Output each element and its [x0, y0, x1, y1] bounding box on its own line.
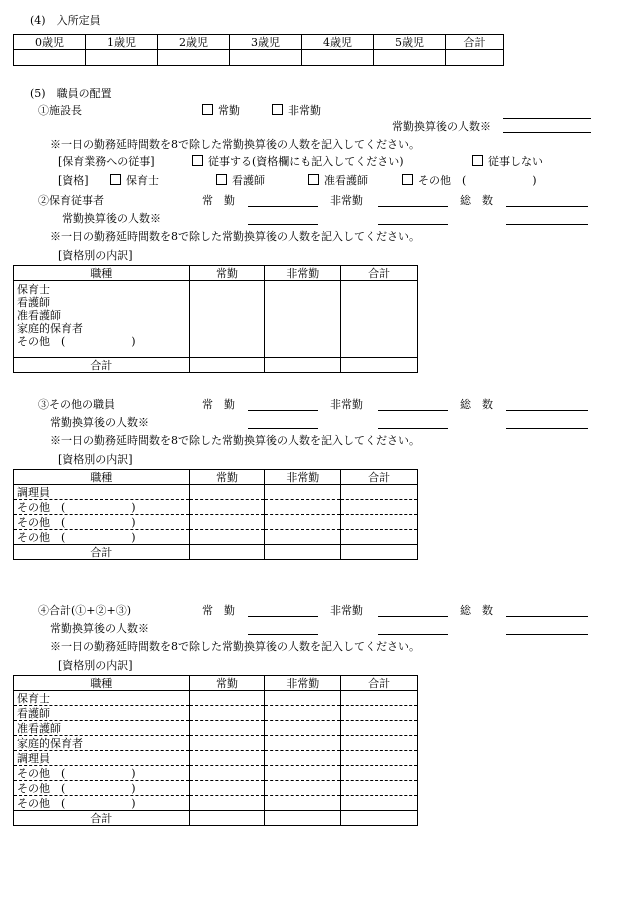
full-cell[interactable] — [189, 706, 265, 721]
grand-total-label: 総 数 — [460, 604, 493, 617]
total-cell[interactable] — [341, 515, 418, 530]
grand-breakdown-label: [資格別の内訳] — [58, 659, 133, 672]
checkbox-icon[interactable] — [472, 155, 483, 166]
sum-total-cell[interactable] — [341, 358, 418, 373]
other-breakdown-table — [13, 469, 418, 560]
grand-part-label: 非常勤 — [330, 604, 363, 617]
table-row — [14, 706, 418, 721]
duty-no-option[interactable]: 従事しない — [472, 155, 543, 169]
qual-option-nurse[interactable]: 看護師 — [216, 174, 265, 188]
table-row — [14, 781, 418, 796]
job-label: その他 ( ) — [14, 500, 190, 515]
capacity-cell[interactable] — [230, 50, 302, 66]
job-label: その他 ( ) — [14, 796, 190, 811]
sum-label: 合計 — [14, 358, 190, 373]
qual-option-assoc-nurse[interactable]: 准看護師 — [308, 174, 368, 188]
job-label: 准看護師 — [17, 309, 61, 322]
full-cell[interactable] — [189, 736, 265, 751]
table-row — [14, 796, 418, 811]
childcare-conv-full-field[interactable] — [248, 224, 318, 225]
sum-part-cell[interactable] — [265, 545, 341, 560]
job-label: 看護師 — [14, 706, 190, 721]
part-cell[interactable] — [265, 691, 341, 706]
total-cell[interactable] — [341, 706, 418, 721]
childcare-full-field[interactable] — [248, 206, 318, 207]
sum-label: 合計 — [14, 545, 190, 560]
other-label: ③その他の職員 — [38, 398, 115, 411]
job-label: その他 ( ) — [14, 766, 190, 781]
header-total: 合計 — [341, 676, 418, 691]
other-note: ※一日の勤務延時間数を8で除した常勤換算後の人数を記入してください。 — [50, 434, 420, 447]
job-label: その他 ( ) — [14, 781, 190, 796]
grand-full-field[interactable] — [248, 616, 318, 617]
capacity-cell[interactable] — [446, 50, 504, 66]
capacity-cell[interactable] — [86, 50, 158, 66]
capacity-col-3: 3歳児 — [230, 35, 302, 50]
full-cell[interactable] — [189, 766, 265, 781]
checkbox-icon[interactable] — [110, 174, 121, 185]
director-conv-field[interactable] — [503, 132, 591, 133]
sum-full-cell[interactable] — [189, 358, 265, 373]
table-row — [14, 281, 418, 358]
sum-total-cell[interactable] — [341, 545, 418, 560]
full-cell[interactable] — [189, 281, 265, 358]
header-part: 非常勤 — [265, 470, 341, 485]
table-row — [14, 766, 418, 781]
header-job: 職種 — [14, 266, 190, 281]
grand-conv-total-field[interactable] — [506, 634, 588, 635]
grand-total-field[interactable] — [506, 616, 588, 617]
job-label: 保育士 — [17, 283, 50, 296]
full-cell[interactable] — [189, 515, 265, 530]
table-header-row — [14, 470, 418, 485]
checkbox-icon[interactable] — [272, 104, 283, 115]
full-cell[interactable] — [189, 796, 265, 811]
table-row — [14, 500, 418, 515]
job-label: 家庭的保育者 — [14, 736, 190, 751]
full-cell[interactable] — [189, 721, 265, 736]
capacity-col-1: 1歳児 — [86, 35, 158, 50]
capacity-col-total: 合計 — [446, 35, 504, 50]
capacity-col-2: 2歳児 — [158, 35, 230, 50]
part-cell[interactable] — [265, 500, 341, 515]
table-row — [14, 721, 418, 736]
qual-option-hoikushi[interactable]: 保育士 — [110, 174, 159, 188]
header-full: 常勤 — [189, 676, 265, 691]
checkbox-icon[interactable] — [192, 155, 203, 166]
grand-conv-part-field[interactable] — [378, 634, 448, 635]
part-cell[interactable] — [265, 485, 341, 500]
director-label: ①施設長 — [38, 104, 82, 117]
job-label: 家庭的保育者 — [17, 322, 83, 335]
grand-note: ※一日の勤務延時間数を8で除した常勤換算後の人数を記入してください。 — [50, 640, 420, 653]
total-cell[interactable] — [341, 766, 418, 781]
grand-conv-full-field[interactable] — [248, 634, 318, 635]
part-cell[interactable] — [265, 281, 341, 358]
other-full-label: 常 勤 — [202, 398, 235, 411]
childcare-breakdown-label: [資格別の内訳] — [58, 249, 133, 262]
part-cell[interactable] — [265, 781, 341, 796]
full-cell[interactable] — [189, 751, 265, 766]
table-row — [14, 736, 418, 751]
header-full: 常勤 — [189, 470, 265, 485]
sum-label: 合計 — [14, 811, 190, 826]
director-conv-label: 常勤換算後の人数※ — [392, 120, 491, 133]
director-qual-label: [資格] — [58, 174, 89, 187]
table-row — [14, 530, 418, 545]
sum-row — [14, 811, 418, 826]
grand-conv-label: 常勤換算後の人数※ — [50, 622, 149, 635]
header-job: 職種 — [14, 676, 190, 691]
other-conv-full-field[interactable] — [248, 428, 318, 429]
full-cell[interactable] — [189, 530, 265, 545]
sum-full-cell[interactable] — [189, 545, 265, 560]
childcare-conv-part-field[interactable] — [378, 224, 448, 225]
job-list — [14, 281, 190, 358]
childcare-breakdown-table — [13, 265, 418, 373]
section-5-title: (5) 職員の配置 — [30, 87, 112, 100]
table-row — [14, 751, 418, 766]
sum-row — [14, 358, 418, 373]
job-label: その他 ( ) — [17, 335, 136, 348]
total-cell[interactable] — [341, 751, 418, 766]
other-total-field[interactable] — [506, 410, 588, 411]
part-cell[interactable] — [265, 751, 341, 766]
header-part: 非常勤 — [265, 266, 341, 281]
table-row — [14, 485, 418, 500]
part-cell[interactable] — [265, 796, 341, 811]
part-cell[interactable] — [265, 721, 341, 736]
duty-yes-option[interactable]: 従事する(資格欄にも記入してください) — [192, 155, 404, 169]
full-cell[interactable] — [189, 691, 265, 706]
table-header-row — [14, 676, 418, 691]
grand-label: ④合計(①+②+③) — [38, 604, 132, 617]
other-full-field[interactable] — [248, 410, 318, 411]
table-header-row — [14, 266, 418, 281]
sum-row — [14, 545, 418, 560]
job-label: 調理員 — [14, 751, 190, 766]
total-cell[interactable] — [341, 500, 418, 515]
total-cell[interactable] — [341, 485, 418, 500]
capacity-cell[interactable] — [14, 50, 86, 66]
childcare-conv-label: 常勤換算後の人数※ — [62, 212, 161, 225]
director-note: ※一日の勤務延時間数を8で除した常勤換算後の人数を記入してください。 — [50, 138, 420, 151]
total-cell[interactable] — [341, 736, 418, 751]
other-conv-total-field[interactable] — [506, 428, 588, 429]
part-cell[interactable] — [265, 515, 341, 530]
other-conv-label: 常勤換算後の人数※ — [50, 416, 149, 429]
director-conv-topline — [503, 118, 591, 119]
capacity-input-row — [14, 50, 504, 66]
director-parttime-option[interactable]: 非常勤 — [272, 104, 321, 118]
part-cell[interactable] — [265, 530, 341, 545]
capacity-col-4: 4歳児 — [302, 35, 374, 50]
other-part-label: 非常勤 — [330, 398, 363, 411]
childcare-total-field[interactable] — [506, 206, 588, 207]
full-cell[interactable] — [189, 781, 265, 796]
checkbox-icon[interactable] — [308, 174, 319, 185]
total-cell[interactable] — [341, 721, 418, 736]
job-label: その他 ( ) — [14, 530, 190, 545]
job-label: 調理員 — [14, 485, 190, 500]
total-cell[interactable] — [341, 781, 418, 796]
job-label: 看護師 — [17, 296, 50, 309]
capacity-cell[interactable] — [302, 50, 374, 66]
grand-part-field[interactable] — [378, 616, 448, 617]
header-total: 合計 — [341, 470, 418, 485]
checkbox-icon[interactable] — [216, 174, 227, 185]
childcare-part-label: 非常勤 — [330, 194, 363, 207]
capacity-cell[interactable] — [374, 50, 446, 66]
capacity-table — [13, 34, 504, 66]
part-cell[interactable] — [265, 706, 341, 721]
full-cell[interactable] — [189, 500, 265, 515]
grand-breakdown-table — [13, 675, 418, 826]
header-full: 常勤 — [189, 266, 265, 281]
childcare-full-label: 常 勤 — [202, 194, 235, 207]
checkbox-icon[interactable] — [202, 104, 213, 115]
job-label: 保育士 — [14, 691, 190, 706]
header-job: 職種 — [14, 470, 190, 485]
part-cell[interactable] — [265, 766, 341, 781]
sum-part-cell[interactable] — [265, 811, 341, 826]
total-cell[interactable] — [341, 691, 418, 706]
capacity-header-row — [14, 35, 504, 50]
director-duty-label: [保育業務への従事] — [58, 155, 155, 168]
part-cell[interactable] — [265, 736, 341, 751]
capacity-cell[interactable] — [158, 50, 230, 66]
childcare-label: ②保育従事者 — [38, 194, 104, 207]
other-total-label: 総 数 — [460, 398, 493, 411]
other-part-field[interactable] — [378, 410, 448, 411]
total-cell[interactable] — [341, 796, 418, 811]
job-label: その他 ( ) — [14, 515, 190, 530]
table-row — [14, 691, 418, 706]
header-part: 非常勤 — [265, 676, 341, 691]
childcare-total-label: 総 数 — [460, 194, 493, 207]
full-cell[interactable] — [189, 485, 265, 500]
table-row — [14, 515, 418, 530]
childcare-note: ※一日の勤務延時間数を8で除した常勤換算後の人数を記入してください。 — [50, 230, 420, 243]
section-4-title: (4) 入所定員 — [30, 14, 101, 27]
total-cell[interactable] — [341, 281, 418, 358]
grand-full-label: 常 勤 — [202, 604, 235, 617]
sum-part-cell[interactable] — [265, 358, 341, 373]
childcare-conv-total-field[interactable] — [506, 224, 588, 225]
qual-option-other[interactable]: その他 ( ) — [402, 174, 537, 188]
header-total: 合計 — [341, 266, 418, 281]
other-conv-part-field[interactable] — [378, 428, 448, 429]
sum-full-cell[interactable] — [189, 811, 265, 826]
job-label: 准看護師 — [14, 721, 190, 736]
capacity-col-5: 5歳児 — [374, 35, 446, 50]
checkbox-icon[interactable] — [402, 174, 413, 185]
sum-total-cell[interactable] — [341, 811, 418, 826]
director-fulltime-option[interactable]: 常勤 — [202, 104, 240, 118]
childcare-part-field[interactable] — [378, 206, 448, 207]
capacity-col-0: 0歳児 — [14, 35, 86, 50]
total-cell[interactable] — [341, 530, 418, 545]
other-breakdown-label: [資格別の内訳] — [58, 453, 133, 466]
